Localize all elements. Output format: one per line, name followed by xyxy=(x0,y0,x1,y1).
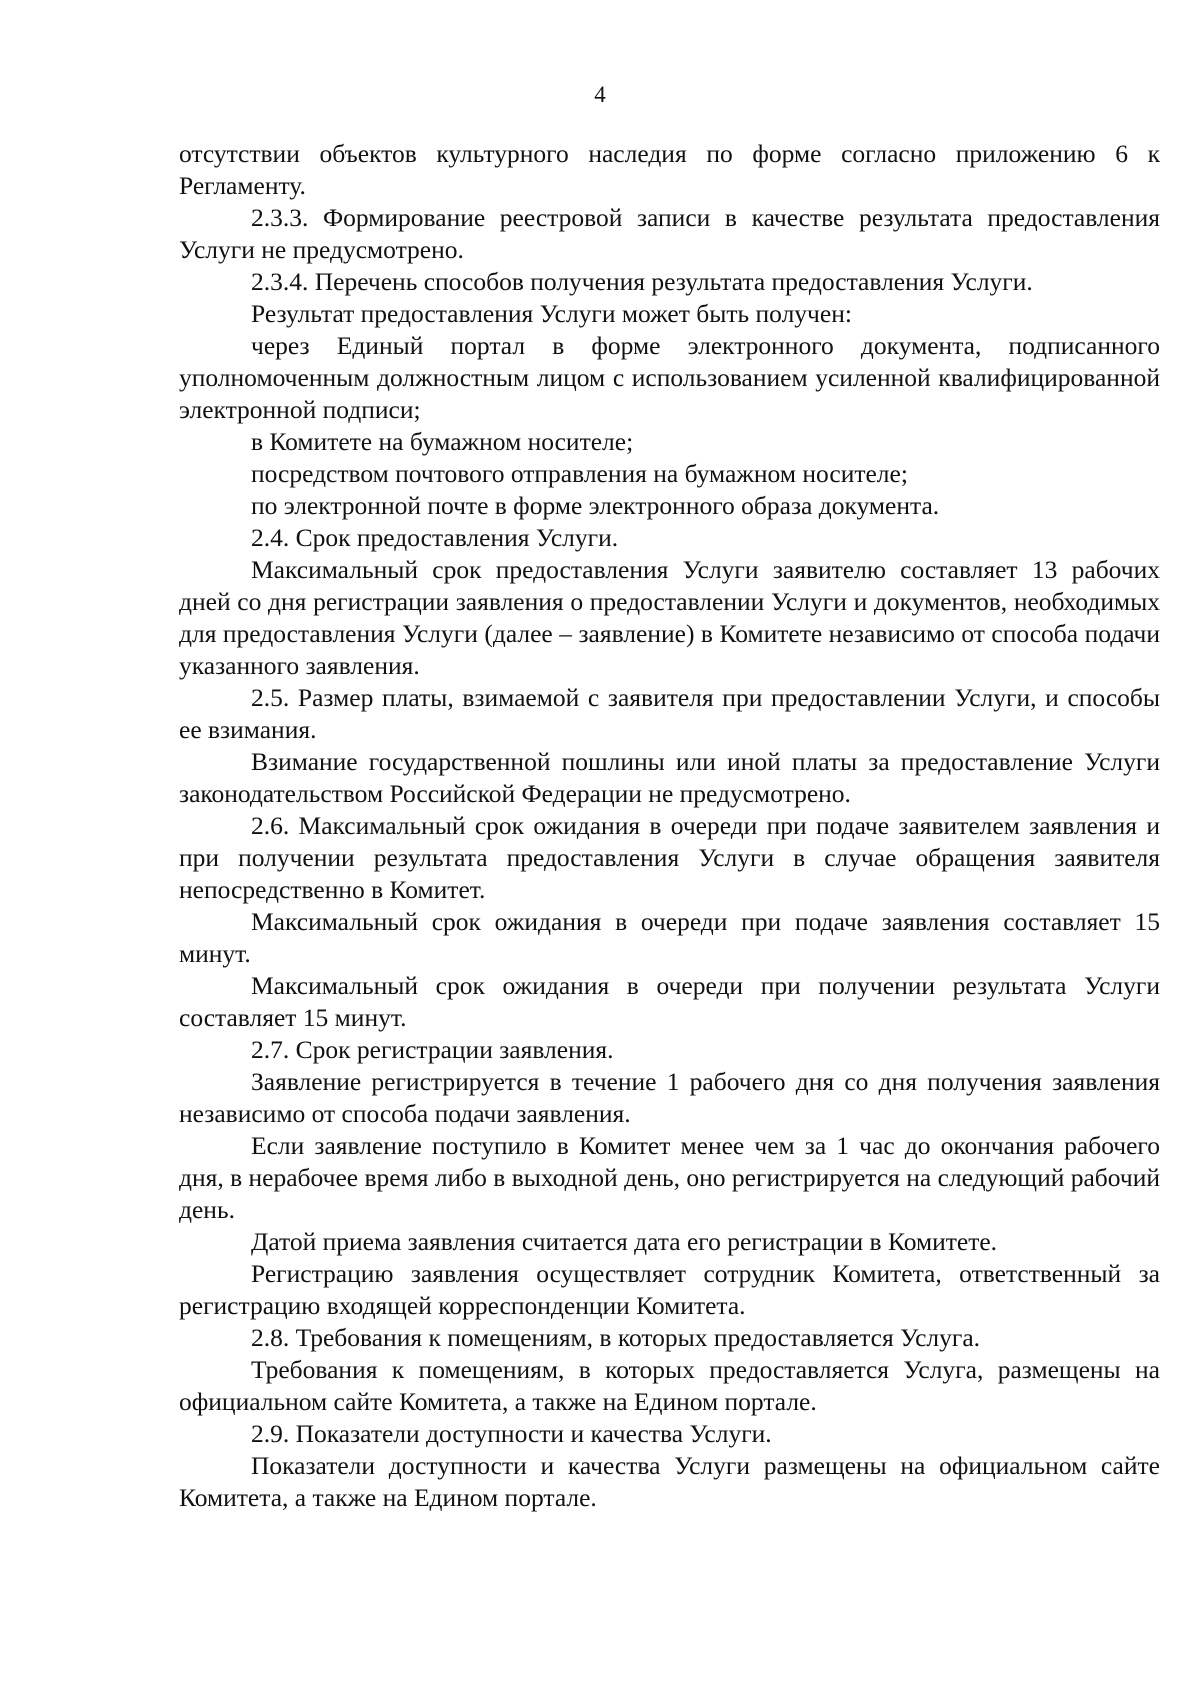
paragraph-14: Максимальный срок ожидания в очереди при подаче заявления составляет 15 минут. xyxy=(179,907,1160,968)
paragraph-18: Если заявление поступило в Комитет менее чем за 1 час до окончания рабочего дня, в нерабочее время либо в выходной день, оно регистрируется на следующий рабочий день. xyxy=(179,1131,1160,1224)
paragraph-16: 2.7. Срок регистрации заявления. xyxy=(251,1035,614,1064)
paragraph-15: Максимальный срок ожидания в очереди при получении результата Услуги составляет 15 минут. xyxy=(179,971,1160,1032)
paragraph-20: Регистрацию заявления осуществляет сотрудник Комитета, ответственный за регистрацию входящей корреспонденции Комитета. xyxy=(179,1259,1160,1320)
page-number: 4 xyxy=(594,82,606,107)
paragraph-11: 2.5. Размер платы, взимаемой с заявителя при предоставлении Услуги, и способы ее взимания. xyxy=(179,683,1160,744)
paragraph-2: 2.3.3. Формирование реестровой записи в качестве результата предоставления Услуги не предусмотрено. xyxy=(179,203,1160,264)
paragraph-23: 2.9. Показатели доступности и качества Услуги. xyxy=(251,1419,772,1448)
paragraph-21: 2.8. Требования к помещениям, в которых предоставляется Услуга. xyxy=(251,1323,981,1352)
paragraph-22: Требования к помещениям, в которых предоставляется Услуга, размещены на официальном сайте Комитета, а также на Едином портале. xyxy=(179,1355,1160,1416)
paragraph-9: 2.4. Срок предоставления Услуги. xyxy=(251,523,619,552)
paragraph-13: 2.6. Максимальный срок ожидания в очереди при подаче заявителем заявления и при получении результата предоставления Услуги в случае обращения заявителя непосредственно в Комитет. xyxy=(179,811,1160,904)
paragraph-10: Максимальный срок предоставления Услуги заявителю составляет 13 рабочих дней со дня регистрации заявления о предоставлении Услуги и документов, необходимых для предоставления Услуги (далее – заявление) в Комитете независимо от способа подачи указанного заявления. xyxy=(179,555,1160,680)
paragraph-4: Результат предоставления Услуги может быть получен: xyxy=(251,299,852,328)
document-body xyxy=(179,138,1160,1514)
paragraph-3: 2.3.4. Перечень способов получения результата предоставления Услуги. xyxy=(251,267,1033,296)
paragraph-7: посредством почтового отправления на бумажном носителе; xyxy=(251,459,908,488)
paragraph-17: Заявление регистрируется в течение 1 рабочего дня со дня получения заявления независимо от способа подачи заявления. xyxy=(179,1067,1160,1128)
paragraph-5: через Единый портал в форме электронного документа, подписанного уполномоченным должностным лицом с использованием усиленной квалифицированной электронной подписи; xyxy=(179,331,1160,424)
paragraph-6: в Комитете на бумажном носителе; xyxy=(251,427,634,456)
paragraph-24: Показатели доступности и качества Услуги размещены на официальном сайте Комитета, а также на Едином портале. xyxy=(179,1451,1160,1512)
paragraph-19: Датой приема заявления считается дата его регистрации в Комитете. xyxy=(251,1227,998,1256)
paragraph-1: отсутствии объектов культурного наследия по форме согласно приложению 6 к Регламенту. xyxy=(179,139,1160,200)
paragraph-8: по электронной почте в форме электронного образа документа. xyxy=(251,491,940,520)
paragraph-12: Взимание государственной пошлины или иной платы за предоставление Услуги законодательством Российской Федерации не предусмотрено. xyxy=(179,747,1160,808)
